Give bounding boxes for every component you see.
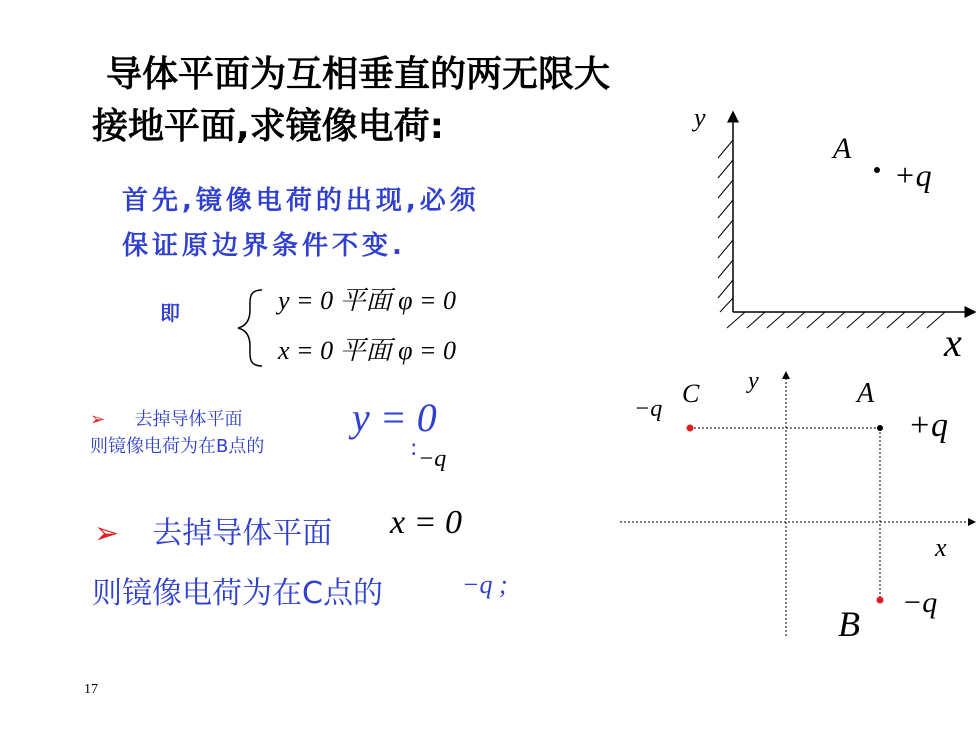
charge-c-label: −q <box>634 396 663 422</box>
step1-plane: y = 0 <box>352 395 437 440</box>
x-label-top: x <box>944 320 962 365</box>
note-line2: 保证原边界条件不变. <box>122 231 406 261</box>
diagram-top <box>691 103 975 365</box>
condition-row-1: y = 0 平面 φ = 0 <box>278 286 457 315</box>
image-charge-b <box>877 597 884 604</box>
charge-a-bottom <box>877 425 883 431</box>
step1-colon: : <box>410 436 418 461</box>
bullet-icon: ➢ <box>90 409 106 430</box>
bullet-icon: ➢ <box>94 516 120 551</box>
y-label-top: y <box>694 103 706 132</box>
point-a-label-bottom: A <box>857 378 875 409</box>
point-b-label: B <box>838 604 860 644</box>
x-label-bottom: x <box>935 533 947 562</box>
note-line1: 首先,镜像电荷的出现,必须 <box>122 186 480 216</box>
image-charge-c <box>687 425 694 432</box>
step1-text: 去掉导体平面 <box>134 409 243 430</box>
step1-charge: −q <box>418 446 447 472</box>
charge-label-top: +q <box>894 157 932 193</box>
page-number: 17 <box>84 682 98 697</box>
conditions-brace <box>238 290 262 366</box>
step2-plane: x = 0 <box>390 504 463 541</box>
step2-charge: −q ; <box>462 570 508 599</box>
charge-b-label: −q <box>902 586 938 619</box>
hatch-vertical <box>718 140 733 312</box>
hatch-horizontal <box>727 312 945 328</box>
condition-row-2: x = 0 平面 φ = 0 <box>278 336 457 365</box>
slide-title-line2: 接地平面,求镜像电荷: <box>92 106 445 147</box>
step2-text: 去掉导体平面 <box>152 516 333 551</box>
charge-a-label-bottom: +q <box>908 407 948 444</box>
point-a-label-top: A <box>833 132 852 165</box>
step2-line2: 则镜像电荷为在C点的 <box>92 576 383 611</box>
step1-line2: 则镜像电荷为在B点的 <box>90 436 265 457</box>
charge-a-top <box>874 167 880 173</box>
conditions-prefix: 即 <box>160 301 180 325</box>
slide-title-line1: 导体平面为互相垂直的两无限大 <box>106 54 611 95</box>
point-c-label: C <box>682 379 700 408</box>
y-label-bottom: y <box>748 368 759 394</box>
diagram-bottom <box>620 368 975 644</box>
